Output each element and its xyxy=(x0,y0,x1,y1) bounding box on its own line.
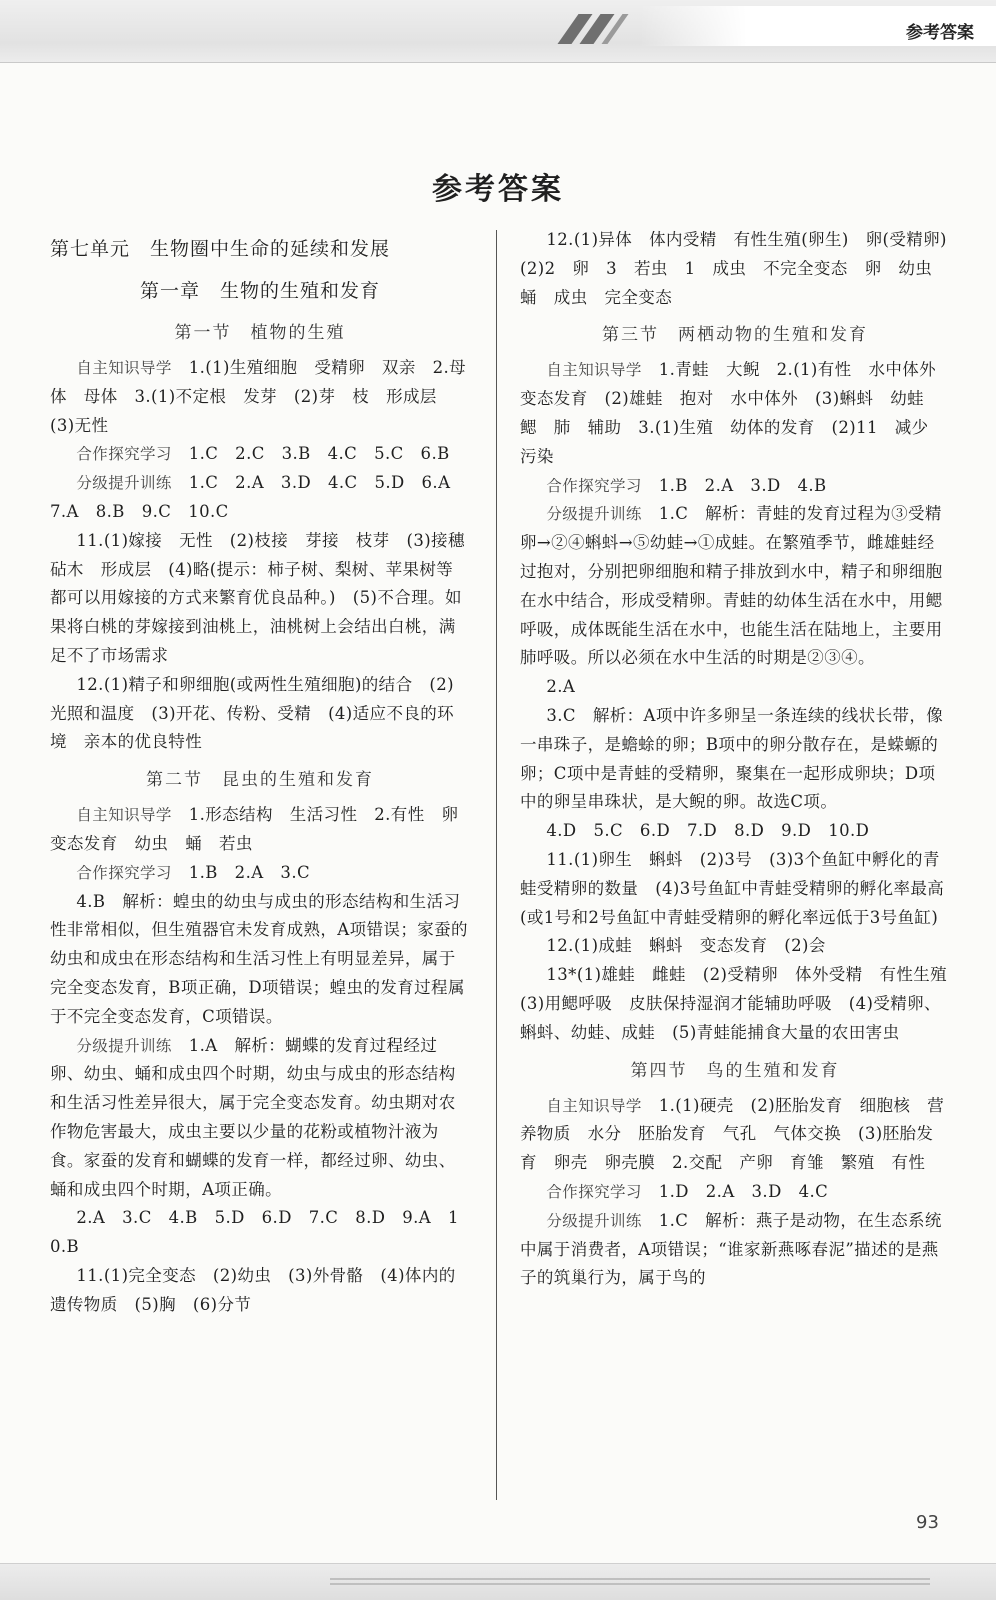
answer-item-text: 11.(1)嫁接 无性 (2)枝接 芽接 枝芽 (3)接穗 砧木 形成层 (4)略(提示：柿子树、梨树、苹果树等都可以用嫁接的方式来繁育优良品种。) (5)不合理。如果将白桃的芽嫁接到油桃上，油桃树上会结出白桃，满足不了市场需求 xyxy=(50,530,482,665)
answer-item xyxy=(520,932,950,961)
footer-lines-decoration xyxy=(330,1578,930,1592)
answer-item-text: 1.C 解析：青蛙的发育过程为③受精卵→②④蝌蚪→⑤幼蛙→①成蛙。在繁殖季节，雌雄蛙经过抱对，分别把卵细胞和精子排放到水中，精子和卵细胞在水中结合，形成受精卵。青蛙的幼体生活在水中，用鳃呼吸，成体既能生活在水中，也能生活在陆地上，主要用肺呼吸。所以必须在水中生活的时期是②③④。 xyxy=(520,504,943,668)
page-title: 参考答案 xyxy=(432,172,564,207)
answer-item-text: 11.(1)完全变态 (2)幼虫 (3)外骨骼 (4)体内的遗传物质 (5)胸 (6)分节 xyxy=(50,1265,456,1314)
answer-list xyxy=(520,356,964,1047)
answer-item xyxy=(520,846,950,932)
answer-item xyxy=(520,356,953,471)
answer-item xyxy=(520,961,964,1047)
answer-item-text: 1.C 2.A 3.D 4.C 5.D 6.A 7.A 8.B 9.C 10.C xyxy=(50,473,468,521)
answer-item xyxy=(520,1178,950,1207)
answer-item-text: 1.C 2.C 3.B 4.C 5.C 6.B xyxy=(188,444,450,464)
answer-item-label: 合作探究学习 xyxy=(546,1182,642,1201)
answer-item xyxy=(50,469,470,527)
answer-item-label: 自主知识导学 xyxy=(546,1096,642,1115)
answer-item-text: 1.B 2.A 3.D 4.B xyxy=(658,475,827,495)
section-title: 第三节 两栖动物的生殖和发育 xyxy=(602,325,868,346)
answer-item-text: 1.B 2.A 3.C xyxy=(188,862,310,882)
answer-item-text: 3.C 解析：A项中许多卵呈一条连续的线状长带，像一串珠子，是蟾蜍的卵；B项中的卵分散存在，是蝾螈的卵；C项中是青蛙的受精卵，聚集在一起形成卵块；D项中的卵呈串珠状，是大鲵的卵。故选C项。 xyxy=(520,705,944,812)
answer-item-label: 自主知识导学 xyxy=(76,359,172,377)
section-title: 第四节 鸟的生殖和发育 xyxy=(630,1060,840,1081)
answer-item xyxy=(520,500,950,673)
answer-item-text: 1.A 解析：蝴蝶的发育过程经过卵、幼虫、蛹和成虫四个时期，幼虫与成虫的形态结构和生活习性差异很大，属于完全变态发育。幼虫期对农作物危害最大，成虫主要以少量的花粉或植物汁液为食。家蚕的发育和蝴蝶的发育一样，都经过卵、幼虫、蛹和成虫四个时期，A项正确。 xyxy=(50,1035,456,1199)
answer-item xyxy=(520,673,950,702)
page-header-bar xyxy=(0,0,996,63)
column-divider xyxy=(496,230,497,1500)
unit-title: 第七单元 生物圈中生命的延续和发展 xyxy=(50,238,391,260)
answer-item-label: 自主知识导学 xyxy=(546,361,642,380)
answer-item xyxy=(520,226,964,312)
answer-item-text: 12.(1)异体 体内受精 有性生殖(卵生) 卵(受精卵) (2)2 卵 3 若虫 1 成虫 不完全变态 卵 幼虫 蛹 成虫 完全变态 xyxy=(520,230,964,307)
answer-item-label: 合作探究学习 xyxy=(76,445,172,464)
answer-item-text: 1.(1)硬壳 (2)胚胎发育 细胞核 营养物质 水分 胚胎发育 气孔 气体交换 (3)胚胎发育 卵壳 卵壳膜 2.交配 产卵 育雏 繁殖 有性 xyxy=(520,1095,945,1173)
answer-item xyxy=(50,888,470,1032)
answer-list xyxy=(520,226,964,312)
answer-item-text: 4.B 解析：蝗虫的幼虫与成虫的形态结构和生活习性非常相似，但生殖器官未发育成熟，A项错误；家蚕的幼虫和成虫在形态结构和生活习性上有明显差异，属于完全变态发育，B项正确，D项错误；蝗虫的发育过程属于不完全变态发育，C项错误。 xyxy=(50,891,468,1026)
chapter-title: 第一章 生物的生殖和发育 xyxy=(139,280,380,302)
header-label-area xyxy=(640,6,996,46)
page-footer-bar xyxy=(0,1563,996,1600)
page-number: 93 xyxy=(916,1512,939,1533)
answer-item-text: 1.(1)生殖细胞 受精卵 双亲 2.母体 母体 3.(1)不定根 发芽 (2)芽 枝 形成层 (3)无性 xyxy=(50,358,467,435)
answer-item-text: 12.(1)精子和卵细胞(或两性生殖细胞)的结合 (2)光照和温度 (3)开花、传粉、受精 (4)适应不良的环境 亲本的优良特性 xyxy=(50,674,455,752)
answer-item-text: 1.C 解析：燕子是动物，在生态系统中属于消费者，A项错误；“谁家新燕啄春泥”描述的是燕子的筑巢行为，属于鸟的 xyxy=(520,1210,942,1288)
answer-item-label: 自主知识导学 xyxy=(76,806,172,825)
answer-list xyxy=(520,1092,950,1294)
answer-item xyxy=(520,1207,950,1293)
answer-item-text: 1.青蛙 大鲵 2.(1)有性 水中体外 变态发育 (2)雄蛙 抱对 水中体外 (3)蝌蚪 幼蛙 鳃 肺 辅助 3.(1)生殖 幼体的发育 (2)11 减少 污染 xyxy=(520,360,953,466)
answer-item xyxy=(50,671,470,757)
answer-item-label: 分级提升训练 xyxy=(546,505,642,524)
header-stripes-decoration xyxy=(560,14,630,44)
section-title: 第一节 植物的生殖 xyxy=(174,323,346,343)
answer-item-text: 2.A xyxy=(546,677,576,697)
answer-item-label: 分级提升训练 xyxy=(76,474,172,493)
answer-item xyxy=(50,859,470,888)
answer-item xyxy=(520,817,950,846)
answer-item xyxy=(520,472,950,501)
answer-item xyxy=(50,527,482,671)
answer-item-label: 分级提升训练 xyxy=(546,1211,642,1230)
left-column xyxy=(50,226,482,1320)
answer-item xyxy=(50,354,470,440)
answer-item xyxy=(50,1262,470,1320)
answer-item-label: 合作探究学习 xyxy=(546,476,642,495)
right-column xyxy=(520,226,964,1293)
answer-item-text: 2.A 3.C 4.B 5.D 6.D 7.C 8.D 9.A 10.B xyxy=(50,1208,459,1257)
answer-list xyxy=(50,354,482,757)
answer-item-text: 4.D 5.C 6.D 7.D 8.D 9.D 10.D xyxy=(546,821,870,841)
header-label: 参考答案 xyxy=(906,23,974,43)
answer-item xyxy=(50,801,476,859)
answer-item-label: 分级提升训练 xyxy=(76,1036,172,1055)
answer-item-text: 1.D 2.A 3.D 4.C xyxy=(658,1181,829,1201)
answer-item xyxy=(50,1204,470,1262)
answer-item-text: 13*(1)雄蛙 雌蛙 (2)受精卵 体外受精 有性生殖 (3)用鳃呼吸 皮肤保持湿润才能辅助呼吸 (4)受精卵、蝌蚪、幼蛙、成蛙 (5)青蛙能捕食大量的农田害虫 xyxy=(520,965,964,1042)
section-title: 第二节 昆虫的生殖和发育 xyxy=(146,770,374,791)
answer-item xyxy=(520,1092,950,1178)
answer-list xyxy=(50,801,476,1319)
answer-item-text: 1.形态结构 生活习性 2.有性 卵 变态发育 幼虫 蛹 若虫 xyxy=(50,805,476,853)
answer-item xyxy=(50,440,470,469)
answer-item-text: 11.(1)卵生 蝌蚪 (2)3号 (3)3个鱼缸中孵化的青蛙受精卵的数量 (4)3号鱼缸中青蛙受精卵的孵化率最高(或1号和2号鱼缸中青蛙受精卵的孵化率远低于3号鱼缸) xyxy=(520,849,945,927)
answer-item xyxy=(50,1032,470,1205)
answer-item-label: 合作探究学习 xyxy=(76,863,172,882)
answer-item-text: 12.(1)成蛙 蝌蚪 变态发育 (2)会 xyxy=(546,936,826,956)
answer-item xyxy=(520,702,950,817)
